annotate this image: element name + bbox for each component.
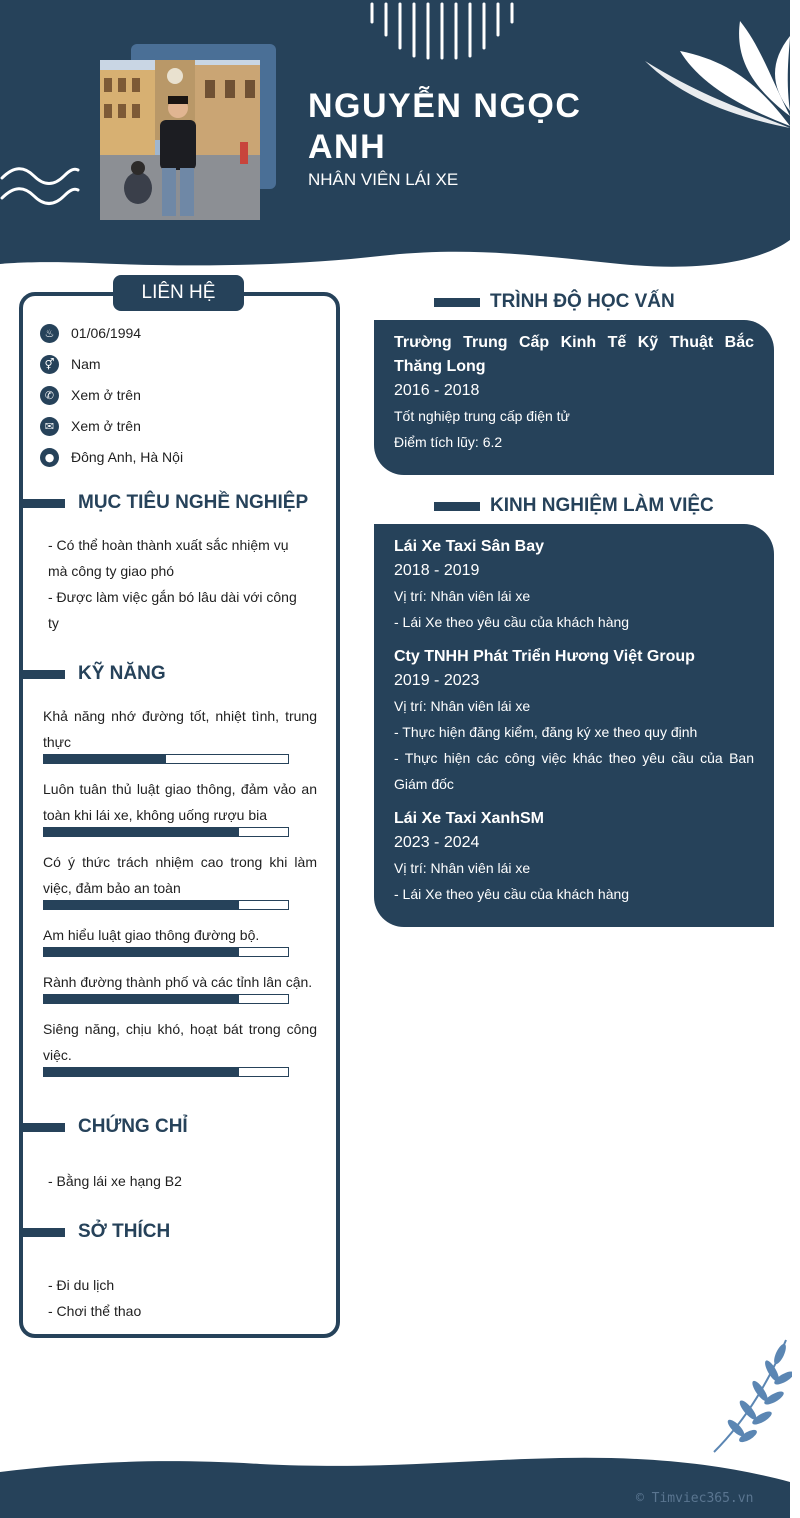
objective-title: MỤC TIÊU NGHỀ NGHIỆP (78, 492, 309, 513)
section-bar (19, 1228, 65, 1237)
skill-bar (43, 947, 289, 957)
skill-text: Luôn tuân thủ luật giao thông, đảm vảo an toàn khi lái xe, không uống rượu bia (43, 781, 317, 823)
skill-text: Am hiểu luật giao thông đường bộ. (43, 927, 260, 943)
company-name: Cty TNHH Phát Triển Hương Việt Group (394, 648, 695, 665)
job-years: 2023 - 2024 (394, 834, 480, 851)
skill-text: Rành đường thành phố và các tỉnh lân cận. (43, 974, 313, 990)
objective-line: - Có thể hoàn thành xuất sắc nhiệm vụ mà công ty giao phó (48, 537, 289, 579)
birthday-cake-icon: ♨ (40, 324, 59, 343)
education-title: TRÌNH ĐỘ HỌC VẤN (490, 291, 675, 312)
job-detail: Vị trí: Nhân viên lái xe (394, 860, 531, 876)
skill-bar-fill (44, 901, 239, 909)
school-name: Trường Trung Cấp Kinh Tế Kỹ Thuật Bắc Thăng Long (394, 334, 754, 375)
company-name: Lái Xe Taxi XanhSM (394, 810, 544, 827)
phone-icon: ✆ (40, 386, 59, 405)
contact-text: 01/06/1994 (71, 325, 142, 341)
skill-bar-fill (44, 755, 166, 763)
education-detail: Tốt nghiệp trung cấp điện tử (394, 408, 570, 424)
location-pin-icon: ● (40, 448, 59, 467)
skill-bar-fill (44, 995, 239, 1003)
hobby-line: - Đi du lịch (48, 1277, 115, 1293)
skill-bar-fill (44, 1068, 239, 1076)
job-detail: - Lái Xe theo yêu cầu của khách hàng (394, 886, 630, 902)
skill-bar-fill (44, 948, 239, 956)
skill-bar (43, 900, 289, 910)
section-bar (19, 670, 65, 679)
footer-band (0, 1440, 790, 1518)
section-bar (434, 502, 480, 511)
skill-text: Khả năng nhớ đường tốt, nhiệt tình, trung thực (43, 708, 317, 750)
contact-gender (40, 354, 101, 374)
job-entry (394, 645, 754, 797)
hobbies-text (48, 1272, 298, 1324)
job-detail: - Lái Xe theo yêu cầu của khách hàng (394, 614, 630, 630)
skill-text: Có ý thức trách nhiệm cao trong khi làm việc, đảm bảo an toàn (43, 854, 317, 896)
section-bar (19, 1123, 65, 1132)
contact-text: Đông Anh, Hà Nội (71, 449, 184, 465)
copyright-text: © Timviec365.vn (636, 1491, 754, 1506)
certificates-title: CHỨNG CHỈ (78, 1116, 188, 1137)
job-detail: Vị trí: Nhân viên lái xe (394, 588, 531, 604)
objective-text (48, 532, 298, 636)
header-banner (0, 0, 790, 275)
contact-email (40, 416, 141, 436)
job-entry (394, 807, 754, 907)
job-detail: - Thực hiện đăng kiểm, đăng ký xe theo quy định (394, 724, 698, 740)
skills-title: KỸ NĂNG (78, 663, 166, 684)
skill-bar (43, 1067, 289, 1077)
profile-photo (100, 60, 260, 220)
education-years: 2016 - 2018 (394, 382, 480, 399)
email-icon: ✉ (40, 417, 59, 436)
skill-bar-fill (44, 828, 239, 836)
certificate-line: - Bằng lái xe hạng B2 (48, 1173, 182, 1189)
section-bar (19, 499, 65, 508)
certificates-text (48, 1168, 298, 1194)
section-bar (434, 298, 480, 307)
skill-bar (43, 827, 289, 837)
wave-decoration (0, 160, 82, 210)
contact-text: Xem ở trên (71, 387, 141, 403)
skill-bar (43, 994, 289, 1004)
objective-line: - Được làm việc gắn bó lâu dài với công ty (48, 589, 297, 631)
skill-bar (43, 754, 289, 764)
skill-text: Siêng năng, chịu khó, hoạt bát trong công việc. (43, 1021, 317, 1063)
candidate-name: NGUYỄN NGỌC ANH (308, 87, 582, 166)
contact-address (40, 447, 183, 467)
education-entry (394, 331, 754, 455)
leaf-decoration (640, 16, 790, 146)
education-detail: Điểm tích lũy: 6.2 (394, 434, 503, 450)
experience-title: KINH NGHIỆM LÀM VIỆC (490, 495, 714, 516)
gender-icon: ⚥ (40, 355, 59, 374)
job-entry (394, 535, 754, 635)
job-title: NHÂN VIÊN LÁI XE (308, 170, 459, 189)
stripes-decoration (368, 0, 520, 60)
contact-text: Xem ở trên (71, 418, 141, 434)
job-detail: - Thực hiện các công việc khác theo yêu cầu của Ban Giám đốc (394, 750, 754, 792)
contact-text: Nam (71, 356, 101, 372)
contact-phone (40, 385, 141, 405)
job-detail: Vị trí: Nhân viên lái xe (394, 698, 531, 714)
job-years: 2018 - 2019 (394, 562, 480, 579)
hobby-line: - Chơi thể thao (48, 1303, 142, 1319)
contact-birthday (40, 323, 141, 343)
job-years: 2019 - 2023 (394, 672, 480, 689)
company-name: Lái Xe Taxi Sân Bay (394, 538, 544, 555)
hobbies-title: SỞ THÍCH (78, 1221, 171, 1242)
contact-title: LIÊN HỆ (113, 275, 244, 311)
branch-decoration (710, 1336, 792, 1456)
